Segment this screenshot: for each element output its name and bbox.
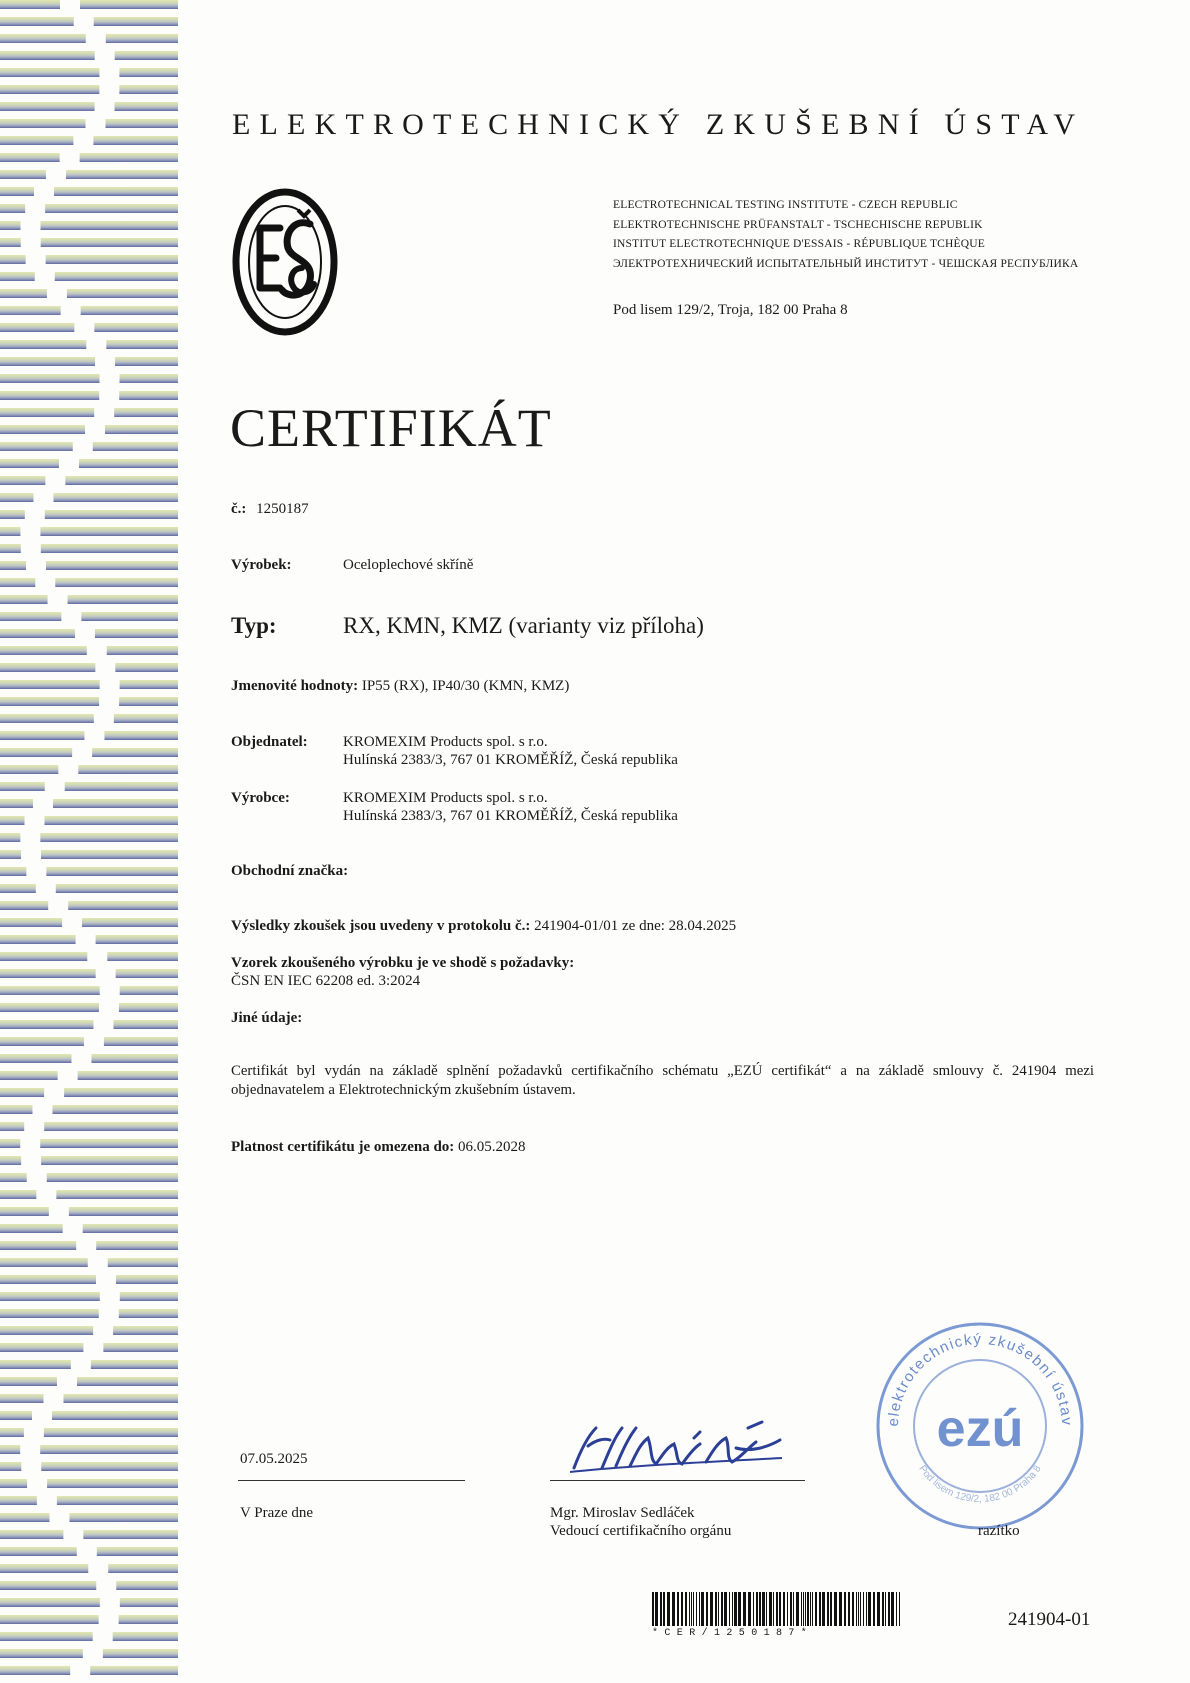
results-value: 241904-01/01 ze dne: 28.04.2025 xyxy=(534,918,737,934)
ratings-label: Jmenovité hodnoty: xyxy=(231,678,359,694)
decorative-sidebar xyxy=(0,0,178,1683)
signer-title: Vedoucí certifikačního orgánu xyxy=(550,1523,732,1539)
institute-name-ru: ЭЛЕКТРОТЕХНИЧЕСКИЙ ИСПЫТАТЕЛЬНЫЙ ИНСТИТУТ - ЧЕШСКАЯ РЕСПУБЛИКА xyxy=(613,257,1079,270)
institute-name-en: ELECTROTECHNICAL TESTING INSTITUTE - CZECH REPUBLIC xyxy=(613,199,958,211)
manufacturer-label: Výrobce: xyxy=(231,790,290,806)
signer-name: Mgr. Miroslav Sedláček xyxy=(550,1505,695,1521)
institute-address: Pod lisem 129/2, Troja, 182 00 Praha 8 xyxy=(613,302,848,318)
place-label: V Praze dne xyxy=(240,1505,314,1521)
validity-date: 06.05.2028 xyxy=(458,1139,526,1155)
ratings-value: IP55 (RX), IP40/30 (KMN, KMZ) xyxy=(361,678,570,694)
certificate-number-label: č.: xyxy=(231,501,247,517)
compliance-standard: ČSN EN IEC 62208 ed. 3:2024 xyxy=(231,973,421,989)
customer-address: Hulínská 2383/3, 767 01 KROMĚŘÍŽ, Česká republika xyxy=(343,752,678,768)
ratings-row xyxy=(231,677,569,696)
customer-name: KROMEXIM Products spol. s r.o. xyxy=(343,734,548,750)
institute-names xyxy=(613,196,1078,274)
institute-title: ELEKTROTECHNICKÝ ZKUŠEBNÍ ÚSTAV xyxy=(232,108,1085,141)
date-line xyxy=(238,1480,465,1481)
stamp-text-top: elektrotechnický zkušební ústav xyxy=(884,1330,1076,1427)
certificate-number-row xyxy=(231,500,309,519)
barcode xyxy=(652,1592,902,1626)
product-label: Výrobek: xyxy=(231,557,292,573)
product-value: Oceloplechové skříně xyxy=(343,557,474,573)
compliance-label: Vzorek zkoušeného výrobku je ve shodě s požadavky: xyxy=(231,955,575,971)
customer-label: Objednatel: xyxy=(231,734,308,750)
validity-row xyxy=(231,1138,526,1157)
certificate-statement: Certifikát byl vydán na základě splnění požadavků certifikačního schématu „EZÚ certifikát“ a na základě smlouvy č. 241904 mezi objednavatelem a Elektrotechnickým zkušebním ústavem. xyxy=(231,1063,1094,1098)
validity-label: Platnost certifikátu je omezena do: xyxy=(231,1139,455,1155)
type-label: Typ: xyxy=(231,613,277,638)
type-value: RX, KMN, KMZ (varianty viz příloha) xyxy=(343,613,704,638)
certificate-number: 1250187 xyxy=(256,501,309,517)
institute-name-fr: INSTITUT ELECTROTECHNIQUE D'ESSAIS - RÉPUBLIQUE TCHÈQUE xyxy=(613,238,986,250)
issue-date: 07.05.2025 xyxy=(240,1451,308,1467)
official-stamp xyxy=(872,1318,1088,1534)
signature xyxy=(566,1418,788,1476)
stamp-label: razítko xyxy=(978,1523,1020,1539)
institute-name-de: ELEKTROTECHNISCHE PRÜFANSTALT - TSCHECHISCHE REPUBLIK xyxy=(613,218,983,231)
manufacturer-address: Hulínská 2383/3, 767 01 KROMĚŘÍŽ, Česká republika xyxy=(343,808,678,824)
document-number: 241904-01 xyxy=(1008,1609,1091,1630)
results-label: Výsledky zkoušek jsou uvedeny v protokolu č.: xyxy=(231,918,531,934)
stamp-text-bottom: Pod lisem 129/2, 182 00 Praha 8 xyxy=(916,1463,1044,1506)
svg-text:Pod lisem 129/2, 182 00 Praha xyxy=(916,1463,1044,1505)
ezu-logo xyxy=(232,188,338,336)
barcode-text: *CER/1250187* xyxy=(652,1628,814,1639)
results-row xyxy=(231,917,736,936)
manufacturer-name: KROMEXIM Products spol. s r.o. xyxy=(343,790,548,806)
stamp-logo: ezú xyxy=(936,1400,1024,1458)
trademark-label: Obchodní značka: xyxy=(231,863,349,879)
signature-line xyxy=(550,1480,805,1481)
certificate-title: CERTIFIKÁT xyxy=(230,398,552,458)
other-info-label: Jiné údaje: xyxy=(231,1010,303,1026)
